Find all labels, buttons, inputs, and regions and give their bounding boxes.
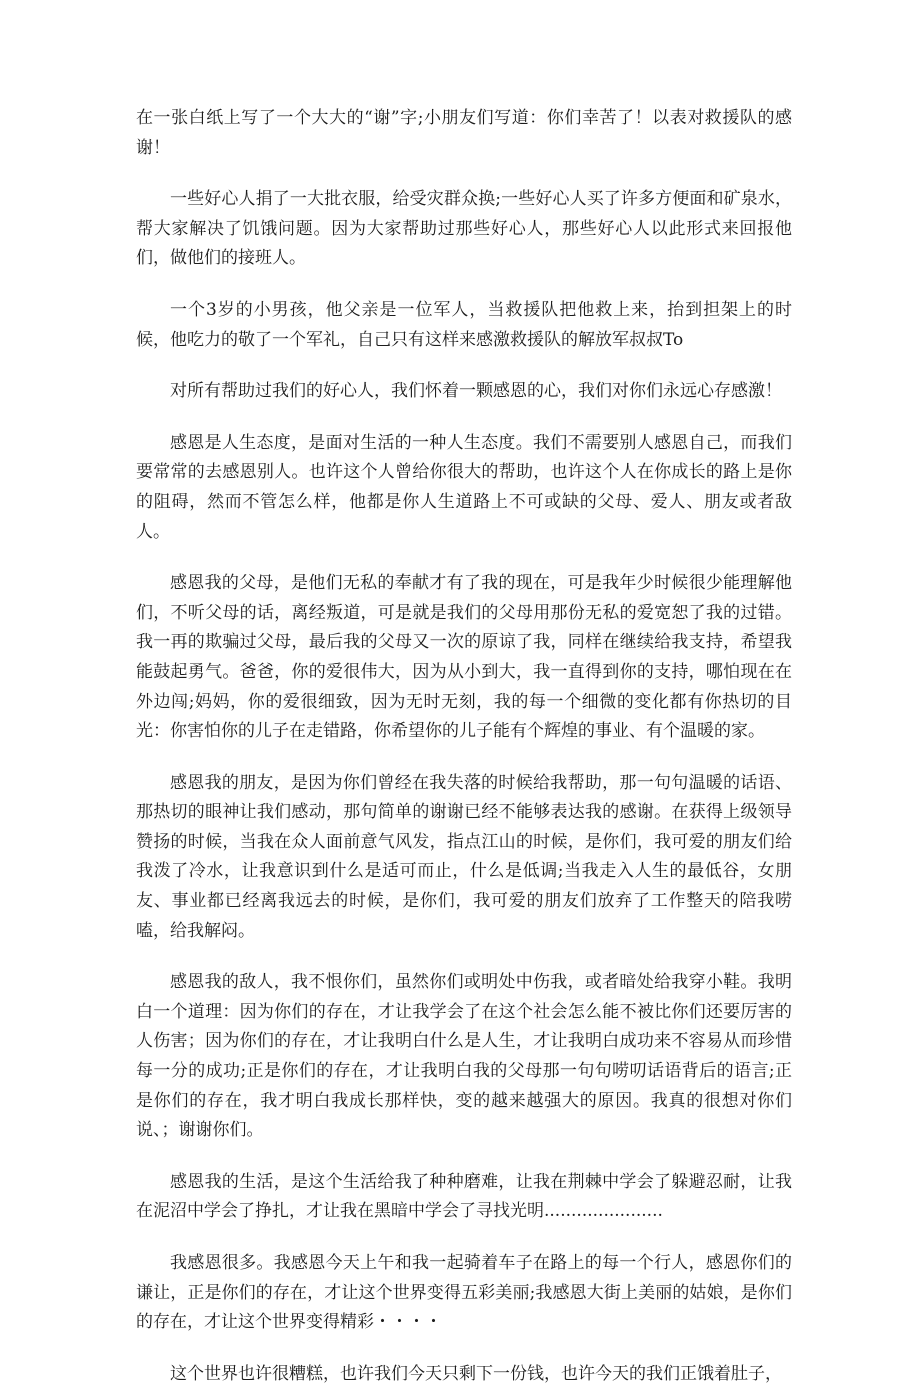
paragraph-10: 我感恩很多。我感恩今天上午和我一起骑着车子在路上的每一个行人，感恩你们的谦让，正是你们的存在，才让这个世界变得五彩美丽;我感恩大街上美丽的姑娘，是你们的存在，才让这个世界变得精彩・・・・ bbox=[136, 1253, 792, 1333]
paragraph-9: 感恩我的生活，是这个生活给我了种种磨难，让我在荆棘中学会了躲避忍耐，让我在泥沼中学会了挣扎，才让我在黑暗中学会了寻找光明...................... bbox=[136, 1171, 792, 1222]
paragraph-1: 在一张白纸上写了一个大大的“谢”字;小朋友们写道：你们幸苦了！以表对救援队的感谢！ bbox=[136, 108, 792, 158]
paragraph-8: 感恩我的敌人，我不恨你们，虽然你们或明处中伤我，或者暗处给我穿小鞋。我明白一个道理：因为你们的存在，才让我学会了在这个社会怎么能不被比你们还要厉害的人伤害；因为你们的存在，才让我明白什么是人生，才让我明白成功来不容易从而珍惜每一分的成功;正是你们的存在，才让我明白我的父母那一句句唠叨话语背后的语言;正是你们的存在，我才明白我成长那样快，变的越来越强大的原因。我真的很想对你们说、；谢谢你们。 bbox=[136, 972, 792, 1141]
paragraph-6: 感恩我的父母，是他们无私的奉献才有了我的现在，可是我年少时候很少能理解他们，不听父母的话，离经叛道，可是就是我们的父母用那份无私的爱宽恕了我的过错。我一再的欺骗过父母，最后我的父母又一次的原谅了我，同样在继续给我支持，希望我能鼓起勇气。爸爸，你的爱很伟大，因为从小到大，我一直得到你的支持，哪怕现在在外边闯;妈妈，你的爱很细致，因为无时无刻，我的每一个细微的变化都有你热切的目光：你害怕你的儿子在走错路，你希望你的儿子能有个辉煌的事业、有个温暖的家。 bbox=[136, 573, 792, 742]
paragraph-7: 感恩我的朋友，是因为你们曾经在我失落的时候给我帮助，那一句句温暖的话语、那热切的眼神让我们感动，那句简单的谢谢已经不能够表达我的感谢。在获得上级领导赞扬的时候，当我在众人面前意气风发，指点江山的时候，是你们，我可爱的朋友们给我泼了冷水，让我意识到什么是适可而止，什么是低调;当我走入人生的最低谷，女朋友、事业都已经离我远去的时候，是你们，我可爱的朋友们放弃了工作整天的陪我唠嗑，给我解闷。 bbox=[136, 772, 792, 941]
document-body bbox=[136, 104, 792, 1389]
paragraph-5: 感恩是人生态度，是面对生活的一种人生态度。我们不需要别人感恩自己，而我们要常常的去感恩别人。也许这个人曾给你很大的帮助，也许这个人在你成长的路上是你的阻碍，然而不管怎么样，他都是你人生道路上不可或缺的父母、爱人、朋友或者敌人。 bbox=[136, 432, 792, 542]
paragraph-11: 这个世界也许很糟糕，也许我们今天只剩下一份钱，也许今天的我们正饿着肚子， bbox=[170, 1363, 782, 1384]
paragraph-3: 一个3岁的小男孩，他父亲是一位军人，当救援队把他救上来，抬到担架上的时候，他吃力的敬了一个军礼，自己只有这样来感激救援队的解放军叔叔To bbox=[136, 299, 792, 350]
paragraph-2: 一些好心人捐了一大批衣服，给受灾群众换;一些好心人买了许多方便面和矿泉水，帮大家解决了饥饿问题。因为大家帮助过那些好心人，那些好心人以此形式来回报他们，做他们的接班人。 bbox=[136, 189, 792, 269]
paragraph-4: 对所有帮助过我们的好心人，我们怀着一颗感恩的心，我们对你们永远心存感激！ bbox=[170, 381, 782, 402]
